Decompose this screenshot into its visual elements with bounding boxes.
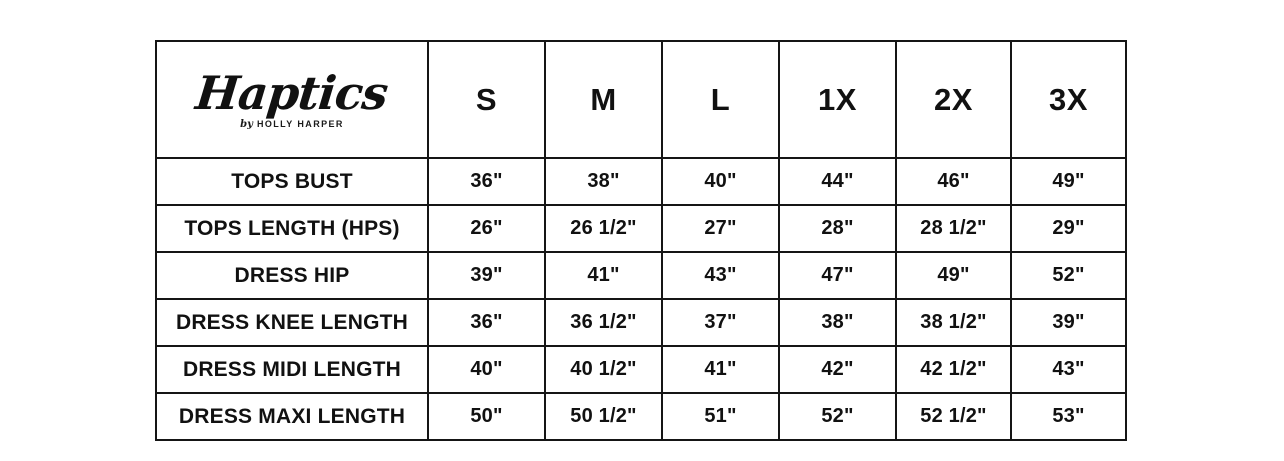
size-chart-table xyxy=(155,40,1127,441)
column-header-size-l: L xyxy=(662,41,779,158)
column-header-size-m: M xyxy=(545,41,662,158)
column-header-size-1x: 1X xyxy=(779,41,896,158)
table-cell: 50 1/2" xyxy=(545,393,662,440)
row-label: TOPS LENGTH (HPS) xyxy=(156,205,428,252)
table-row xyxy=(156,299,1126,346)
table-cell: 38" xyxy=(545,158,662,205)
table-cell: 40" xyxy=(428,346,545,393)
table-cell: 41" xyxy=(662,346,779,393)
table-row xyxy=(156,346,1126,393)
table-cell: 51" xyxy=(662,393,779,440)
table-cell: 49" xyxy=(1011,158,1126,205)
table-cell: 26" xyxy=(428,205,545,252)
brand-subtitle xyxy=(240,120,344,130)
table-cell: 52 1/2" xyxy=(896,393,1011,440)
table-cell: 40" xyxy=(662,158,779,205)
table-header-row xyxy=(156,41,1126,158)
table-cell: 52" xyxy=(1011,252,1126,299)
table-cell: 52" xyxy=(779,393,896,440)
table-cell: 39" xyxy=(428,252,545,299)
column-header-size-3x: 3X xyxy=(1011,41,1126,158)
table-cell: 36" xyxy=(428,299,545,346)
table-row xyxy=(156,252,1126,299)
table-cell: 44" xyxy=(779,158,896,205)
table-cell: 40 1/2" xyxy=(545,346,662,393)
table-cell: 36" xyxy=(428,158,545,205)
table-cell: 38 1/2" xyxy=(896,299,1011,346)
table-cell: 26 1/2" xyxy=(545,205,662,252)
table-cell: 42 1/2" xyxy=(896,346,1011,393)
table-row xyxy=(156,205,1126,252)
table-cell: 38" xyxy=(779,299,896,346)
table-cell: 27" xyxy=(662,205,779,252)
table-cell: 47" xyxy=(779,252,896,299)
brand-by-word: by xyxy=(240,118,253,130)
table-cell: 29" xyxy=(1011,205,1126,252)
table-cell: 50" xyxy=(428,393,545,440)
table-cell: 28 1/2" xyxy=(896,205,1011,252)
table-cell: 28" xyxy=(779,205,896,252)
table-cell: 43" xyxy=(1011,346,1126,393)
table-cell: 42" xyxy=(779,346,896,393)
table-cell: 37" xyxy=(662,299,779,346)
table-cell: 41" xyxy=(545,252,662,299)
brand-logo xyxy=(157,42,427,157)
table-row xyxy=(156,158,1126,205)
table-cell: 36 1/2" xyxy=(545,299,662,346)
table-cell: 49" xyxy=(896,252,1011,299)
row-label: DRESS KNEE LENGTH xyxy=(156,299,428,346)
column-header-size-s: S xyxy=(428,41,545,158)
row-label: TOPS BUST xyxy=(156,158,428,205)
brand-designer: HOLLY HARPER xyxy=(256,118,344,129)
row-label: DRESS MAXI LENGTH xyxy=(156,393,428,440)
row-label: DRESS MIDI LENGTH xyxy=(156,346,428,393)
table-cell: 46" xyxy=(896,158,1011,205)
table-cell: 43" xyxy=(662,252,779,299)
table-row xyxy=(156,393,1126,440)
column-header-size-2x: 2X xyxy=(896,41,1011,158)
brand-logo-cell xyxy=(156,41,428,158)
table-cell: 53" xyxy=(1011,393,1126,440)
brand-name: Haptics xyxy=(193,65,391,120)
table-cell: 39" xyxy=(1011,299,1126,346)
row-label: DRESS HIP xyxy=(156,252,428,299)
